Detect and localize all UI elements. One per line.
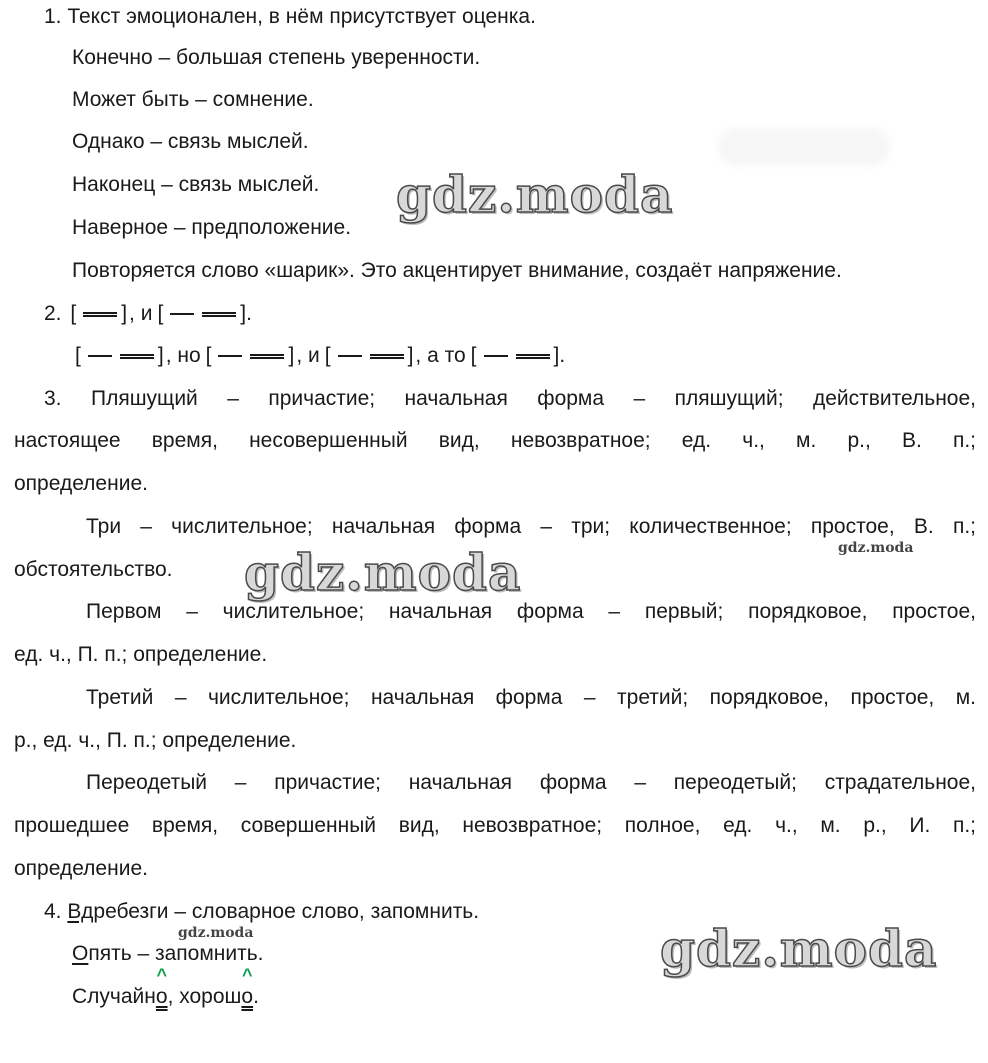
item-text: ребезги – словарное слово, запомнить.	[93, 900, 480, 923]
item-text: Случайн	[72, 985, 156, 1008]
open-bracket: [	[205, 344, 212, 367]
scheme-separator: , и	[129, 302, 153, 325]
close-bracket: ]	[288, 344, 295, 367]
item-text: пять – запомнить.	[88, 942, 264, 965]
stress-mark: ^	[241, 965, 253, 985]
subject-mark	[170, 313, 194, 315]
item-1-line: Конечно – большая степень уверенности.	[72, 46, 481, 69]
subject-mark	[338, 355, 362, 357]
subject-mark	[88, 355, 112, 357]
sentence-scheme	[72, 341, 565, 371]
scheme-separator: , а то	[415, 344, 466, 367]
watermark-small: gdz.moda	[178, 925, 254, 941]
open-bracket: [	[324, 344, 331, 367]
open-bracket: [	[157, 302, 164, 325]
predicate-mark	[120, 354, 154, 359]
close-bracket: ].	[553, 344, 566, 367]
close-bracket: ].	[240, 302, 252, 325]
stress-mark: ^	[156, 965, 167, 985]
open-bracket: [	[70, 302, 77, 325]
open-bracket: [	[470, 344, 477, 367]
stressed-letter: ^ о	[155, 965, 168, 1008]
item-text: , хорош	[167, 985, 242, 1008]
item-3-line: определение.	[14, 857, 148, 880]
open-bracket: [	[75, 344, 81, 367]
item-number: 3.	[44, 387, 62, 410]
item-text: .	[253, 985, 259, 1008]
close-bracket: ]	[407, 344, 414, 367]
item-1-line: Повторяется слово «шарик». Это акцентирует внимание, создаёт напряжение.	[72, 259, 842, 282]
predicate-mark	[516, 354, 550, 359]
item-3-line: обстоятельство.	[14, 558, 173, 581]
watermark-small: gdz.moda	[838, 540, 914, 556]
item-number: 1.	[44, 5, 62, 28]
scheme-separator: , и	[296, 344, 320, 367]
item-number: 4.	[44, 900, 62, 923]
item-text: Пляшущий – причастие; начальная форма – пляшущий; действительное,	[90, 387, 976, 410]
item-text: Текст эмоционален, в нём присутствует оценка.	[67, 5, 536, 28]
watermark-logo: gdz.moda	[660, 919, 938, 978]
item-1-line: Наверное – предположение.	[72, 216, 352, 239]
predicate-mark	[83, 312, 117, 317]
stressed-letter: ^ о	[241, 965, 254, 1008]
subject-mark	[484, 355, 508, 357]
scheme-separator: , но	[165, 344, 201, 367]
item-3-line: р., ед. ч., П. п.; определение.	[14, 729, 297, 752]
close-bracket: ]	[157, 344, 164, 367]
watermark-logo: gdz.moda	[244, 543, 522, 602]
subject-mark	[218, 355, 242, 357]
close-bracket: ]	[121, 302, 128, 325]
item-1-line: Однако – связь мыслей.	[72, 130, 309, 153]
watermark-logo: gdz.moda	[396, 165, 674, 224]
item-4-line	[0, 965, 988, 1012]
underlined-letter: О	[72, 942, 89, 965]
item-3-line: Переодетый – причастие; начальная форма – переодетый; страдательное,	[86, 771, 976, 794]
item-2-scheme-line-2	[0, 341, 988, 371]
item-2-scheme-line-1	[0, 299, 988, 329]
item-3-line: Первом – числительное; начальная форма – первый; порядковое, простое,	[86, 600, 976, 623]
item-3-line: ед. ч., П. п.; определение.	[14, 643, 268, 666]
predicate-mark	[250, 354, 284, 359]
item-3-line: Три – числительное; начальная форма – три; количественное; простое, В. п.;	[86, 515, 976, 538]
predicate-mark	[202, 312, 236, 317]
underlined-prefix: Вд	[67, 900, 94, 923]
item-1-line: Наконец – связь мыслей.	[72, 173, 320, 196]
item-3-line: Третий – числительное; начальная форма – третий; порядковое, простое, м.	[86, 686, 976, 709]
sentence-scheme	[67, 299, 252, 329]
item-number: 2.	[44, 302, 62, 325]
item-3-line: определение.	[14, 472, 148, 495]
item-3-line: настоящее время, несовершенный вид, невозвратное; ед. ч., м. р., В. п.;	[14, 429, 976, 452]
item-3-line: прошедшее время, совершенный вид, невозвратное; полное, ед. ч., м. р., И. п.;	[14, 814, 976, 837]
item-3-line	[0, 384, 988, 414]
item-1-heading	[0, 2, 988, 32]
item-1-line: Может быть – сомнение.	[72, 88, 314, 111]
predicate-mark	[370, 354, 404, 359]
